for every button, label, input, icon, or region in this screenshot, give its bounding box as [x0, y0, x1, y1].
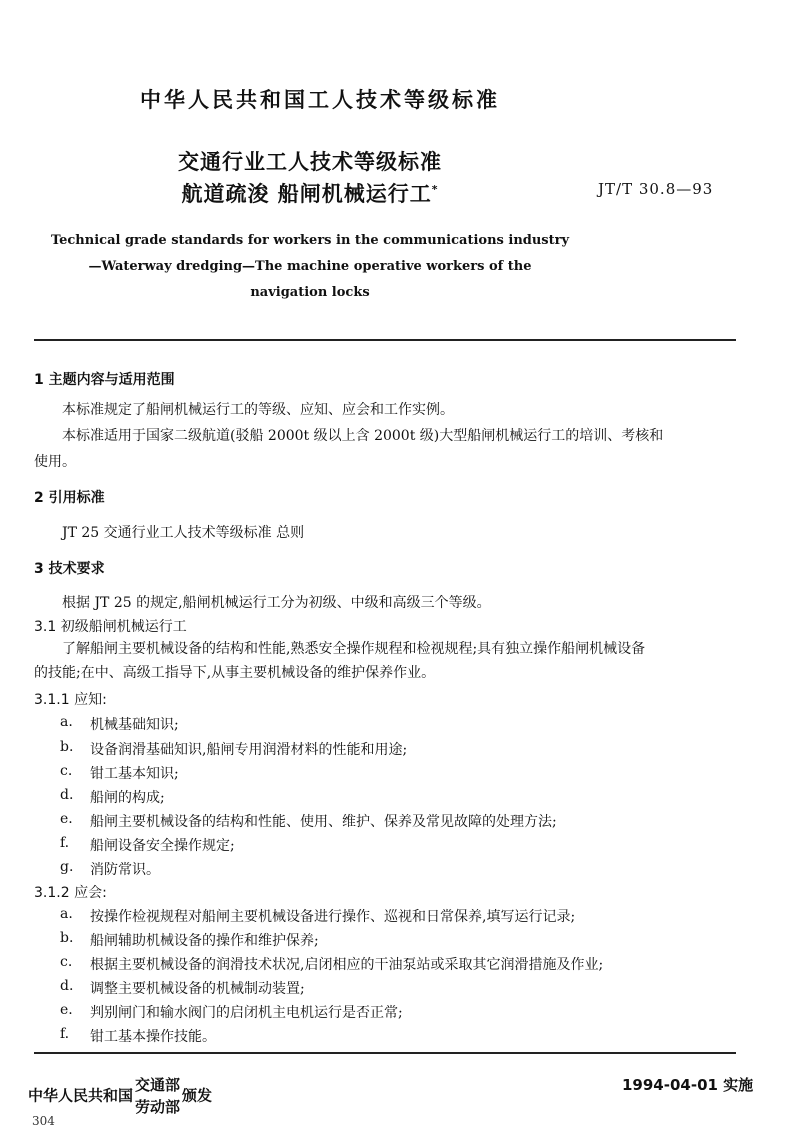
section-3-1-para-2: 的技能;在中、高级工指导下,从事主要机械设备的维护保养作业。: [34, 665, 436, 681]
header-divider: [34, 339, 736, 341]
section-3-1-heading: 3.1 初级船闸机械运行工: [34, 619, 187, 635]
section-2-para-1: JT 25 交通行业工人技术等级标准 总则: [62, 525, 305, 541]
list-item-letter: g.: [60, 859, 74, 875]
footer-divider: [34, 1052, 736, 1054]
list-item-letter: a.: [60, 906, 73, 922]
list-item-text: 按操作检视规程对船闸主要机械设备进行操作、巡视和日常保养,填写运行记录;: [90, 909, 576, 925]
list-item-text: 根据主要机械设备的润滑技术状况,启闭相应的干油泵站或采取其它润滑措施及作业;: [90, 957, 604, 973]
list-item-text: 钳工基本知识;: [90, 766, 179, 782]
list-item-text: 机械基础知识;: [90, 717, 179, 733]
english-title-line1: Technical grade standards for workers in the communications industry: [50, 233, 570, 248]
list-item-text: 船闸辅助机械设备的操作和维护保养;: [90, 933, 319, 949]
effective-date: 1994-04-01 实施: [622, 1076, 754, 1094]
list-item-letter: b.: [60, 739, 74, 755]
list-item-letter: e.: [60, 811, 73, 827]
section-3-1-2-heading: 3.1.2 应会:: [34, 885, 107, 901]
english-title-line2: —Waterway dredging—The machine operative workers of the: [88, 259, 532, 274]
english-title: [40, 228, 580, 306]
section-1-heading: 1 主题内容与适用范围: [34, 372, 175, 388]
section-3-1-1-heading: 3.1.1 应知:: [34, 692, 107, 708]
list-item-letter: e.: [60, 1002, 73, 1018]
national-standard-title: 中华人民共和国工人技术等级标准: [140, 88, 500, 112]
issuer-ministries: [135, 1074, 180, 1118]
list-item-text: 船闸设备安全操作规定;: [90, 838, 235, 854]
section-3-heading: 3 技术要求: [34, 561, 105, 577]
list-item-text: 设备润滑基础知识,船闸专用润滑材料的性能和用途;: [90, 742, 408, 758]
standard-title-line2: [0, 178, 620, 208]
title-footnote-mark: *: [431, 183, 439, 196]
section-1-para-1: 本标准规定了船闸机械运行工的等级、应知、应会和工作实例。: [62, 402, 454, 418]
english-title-line3: navigation locks: [250, 285, 370, 300]
list-item-text: 判别闸门和输水阀门的启闭机主电机运行是否正常;: [90, 1005, 403, 1021]
list-item-letter: a.: [60, 714, 73, 730]
issuer-bottom: 劳动部: [135, 1098, 181, 1116]
list-item-letter: f.: [60, 1026, 70, 1042]
list-item-text: 钳工基本操作技能。: [90, 1029, 216, 1045]
section-3-para-1: 根据 JT 25 的规定,船闸机械运行工分为初级、中级和高级三个等级。: [62, 595, 491, 611]
section-1-para-2a: 本标准适用于国家二级航道(驳船 2000t 级以上含 2000t 级)大型船闸机械运行工的培训、考核和: [62, 428, 664, 444]
issuer-prefix: 中华人民共和国: [28, 1086, 134, 1105]
list-item-text: 调整主要机械设备的机械制动装置;: [90, 981, 305, 997]
issuer-suffix: 颁发: [182, 1086, 213, 1105]
section-1-para-2b: 使用。: [34, 454, 76, 470]
issuer-top: 交通部: [135, 1076, 181, 1094]
standard-title-line1: 交通行业工人技术等级标准: [178, 150, 442, 174]
page-number: 304: [32, 1114, 55, 1128]
list-item-letter: d.: [60, 978, 74, 994]
list-item-text: 船闸的构成;: [90, 790, 165, 806]
standard-code: JT/T 30.8—93: [598, 180, 714, 198]
list-item-text: 船闸主要机械设备的结构和性能、使用、维护、保养及常见故障的处理方法;: [90, 814, 557, 830]
list-item-letter: f.: [60, 835, 70, 851]
list-item-letter: b.: [60, 930, 74, 946]
section-3-1-para-1: 了解船闸主要机械设备的结构和性能,熟悉安全操作规程和检视规程;具有独立操作船闸机械设备: [62, 641, 646, 657]
list-item-letter: d.: [60, 787, 74, 803]
list-item-letter: c.: [60, 954, 73, 970]
list-item-text: 消防常识。: [90, 862, 160, 878]
standard-title-text: 航道疏浚 船闸机械运行工: [181, 182, 432, 206]
list-item-letter: c.: [60, 763, 73, 779]
section-2-heading: 2 引用标准: [34, 490, 105, 506]
issuer-line: [28, 1074, 212, 1118]
